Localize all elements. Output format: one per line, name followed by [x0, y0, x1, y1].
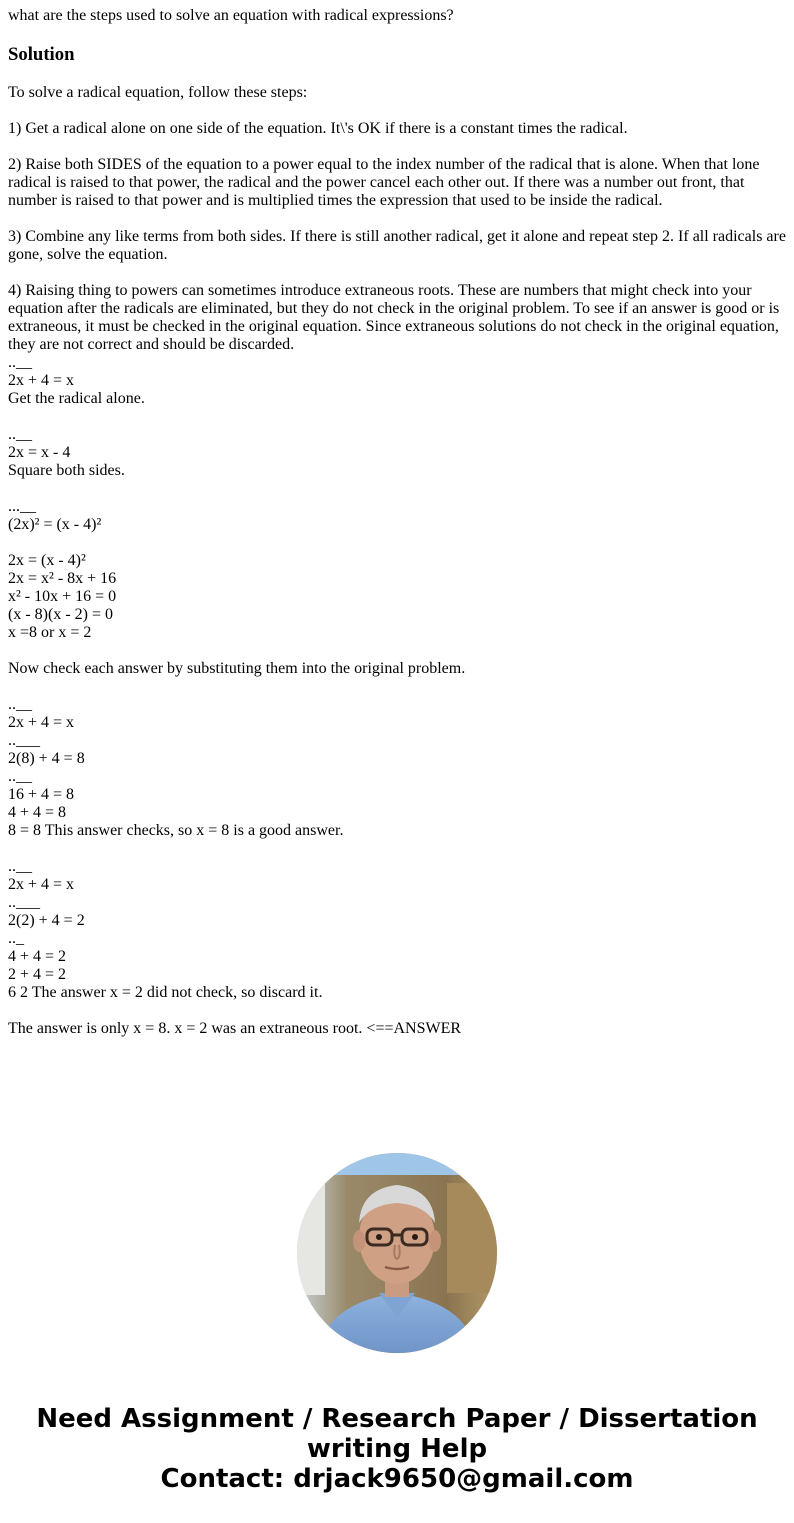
author-photo-illustration [297, 1153, 497, 1353]
solution-line: ..___ [8, 894, 40, 911]
solution-line: ..___ [8, 732, 40, 749]
question-text: what are the steps used to solve an equation with radical expressions? [8, 7, 454, 24]
blank-line [8, 408, 788, 426]
solution-line: 4) Raising thing to powers can sometimes introduce extraneous roots. These are numbers that might check into your equation after the radicals are eliminated, but they do not check in the original problem. To see if an answer is good or is extraneous, it must be checked in the original equation. Since extraneous solutions do not check in the original equation, they are not correct and should be discarded. [8, 282, 780, 353]
blank-line [8, 264, 788, 282]
solution-line: Square both sides. [8, 462, 125, 479]
solution-line: 4 + 4 = 2 [8, 948, 67, 965]
blank-line [8, 1002, 788, 1020]
solution-line: 8 = 8 This answer checks, so x = 8 is a good answer. [8, 822, 344, 839]
solution-line: ..__ [8, 354, 32, 371]
blank-line [8, 642, 788, 660]
solution-line: 3) Combine any like terms from both sides. If there is still another radical, get it alone and repeat step 2. If all radicals are gone, solve the equation. [8, 228, 786, 263]
solution-line: 2x = x² - 8x + 16 [8, 570, 117, 587]
solution-line: 2x = x - 4 [8, 444, 71, 461]
solution-line: ...__ [8, 498, 36, 515]
author-photo [297, 1153, 497, 1353]
promo-line-1: Need Assignment / Research Paper / Dissertation [36, 1404, 758, 1434]
solution-line: ..__ [8, 426, 32, 443]
solution-line: x² - 10x + 16 = 0 [8, 588, 117, 605]
solution-line: 6 2 The answer x = 2 did not check, so discard it. [8, 984, 323, 1001]
solution-line: ..__ [8, 696, 32, 713]
solution-line: 2x = (x - 4)² [8, 552, 86, 569]
solution-line: The answer is only x = 8. x = 2 was an extraneous root. <==ANSWER [8, 1020, 462, 1037]
promo-banner [0, 1404, 794, 1494]
solution-line: To solve a radical equation, follow these steps: [8, 84, 308, 101]
solution-line: 16 + 4 = 8 [8, 786, 75, 803]
blank-line [8, 534, 788, 552]
blank-line [8, 840, 788, 858]
solution-line: 2x + 4 = x [8, 714, 75, 731]
solution-line: (2x)² = (x - 4)² [8, 516, 102, 533]
solution-line: Now check each answer by substituting them into the original problem. [8, 660, 466, 677]
promo-line-2: writing Help [306, 1434, 488, 1464]
solution-line: 2 + 4 = 2 [8, 966, 67, 983]
blank-line [8, 102, 788, 120]
solution-line: 2x + 4 = x [8, 876, 75, 893]
blank-line [8, 678, 788, 696]
document-content [8, 7, 788, 1038]
solution-line: .._ [8, 930, 24, 947]
solution-line: ..__ [8, 768, 32, 785]
solution-line: x =8 or x = 2 [8, 624, 92, 641]
solution-line: 4 + 4 = 8 [8, 804, 67, 821]
solution-heading: Solution [8, 44, 75, 65]
solution-line: 2x + 4 = x [8, 372, 75, 389]
solution-line: Get the radical alone. [8, 390, 145, 407]
solution-line: (x - 8)(x - 2) = 0 [8, 606, 113, 623]
solution-line: 2) Raise both SIDES of the equation to a power equal to the index number of the radical that is alone. When that lone radical is raised to that power, the radical and the power cancel each other out. If there was a number out front, that number is raised to that power and is multiplied times the expression that used to be inside the radical. [8, 156, 760, 209]
solution-line: ..__ [8, 858, 32, 875]
promo-contact: Contact: drjack9650@gmail.com [160, 1464, 634, 1494]
solution-body [8, 84, 788, 1038]
blank-line [8, 480, 788, 498]
solution-line: 2(2) + 4 = 2 [8, 912, 85, 929]
blank-line [8, 138, 788, 156]
solution-line: 2(8) + 4 = 8 [8, 750, 85, 767]
solution-line: 1) Get a radical alone on one side of the equation. It\'s OK if there is a constant times the radical. [8, 120, 628, 137]
blank-line [8, 210, 788, 228]
